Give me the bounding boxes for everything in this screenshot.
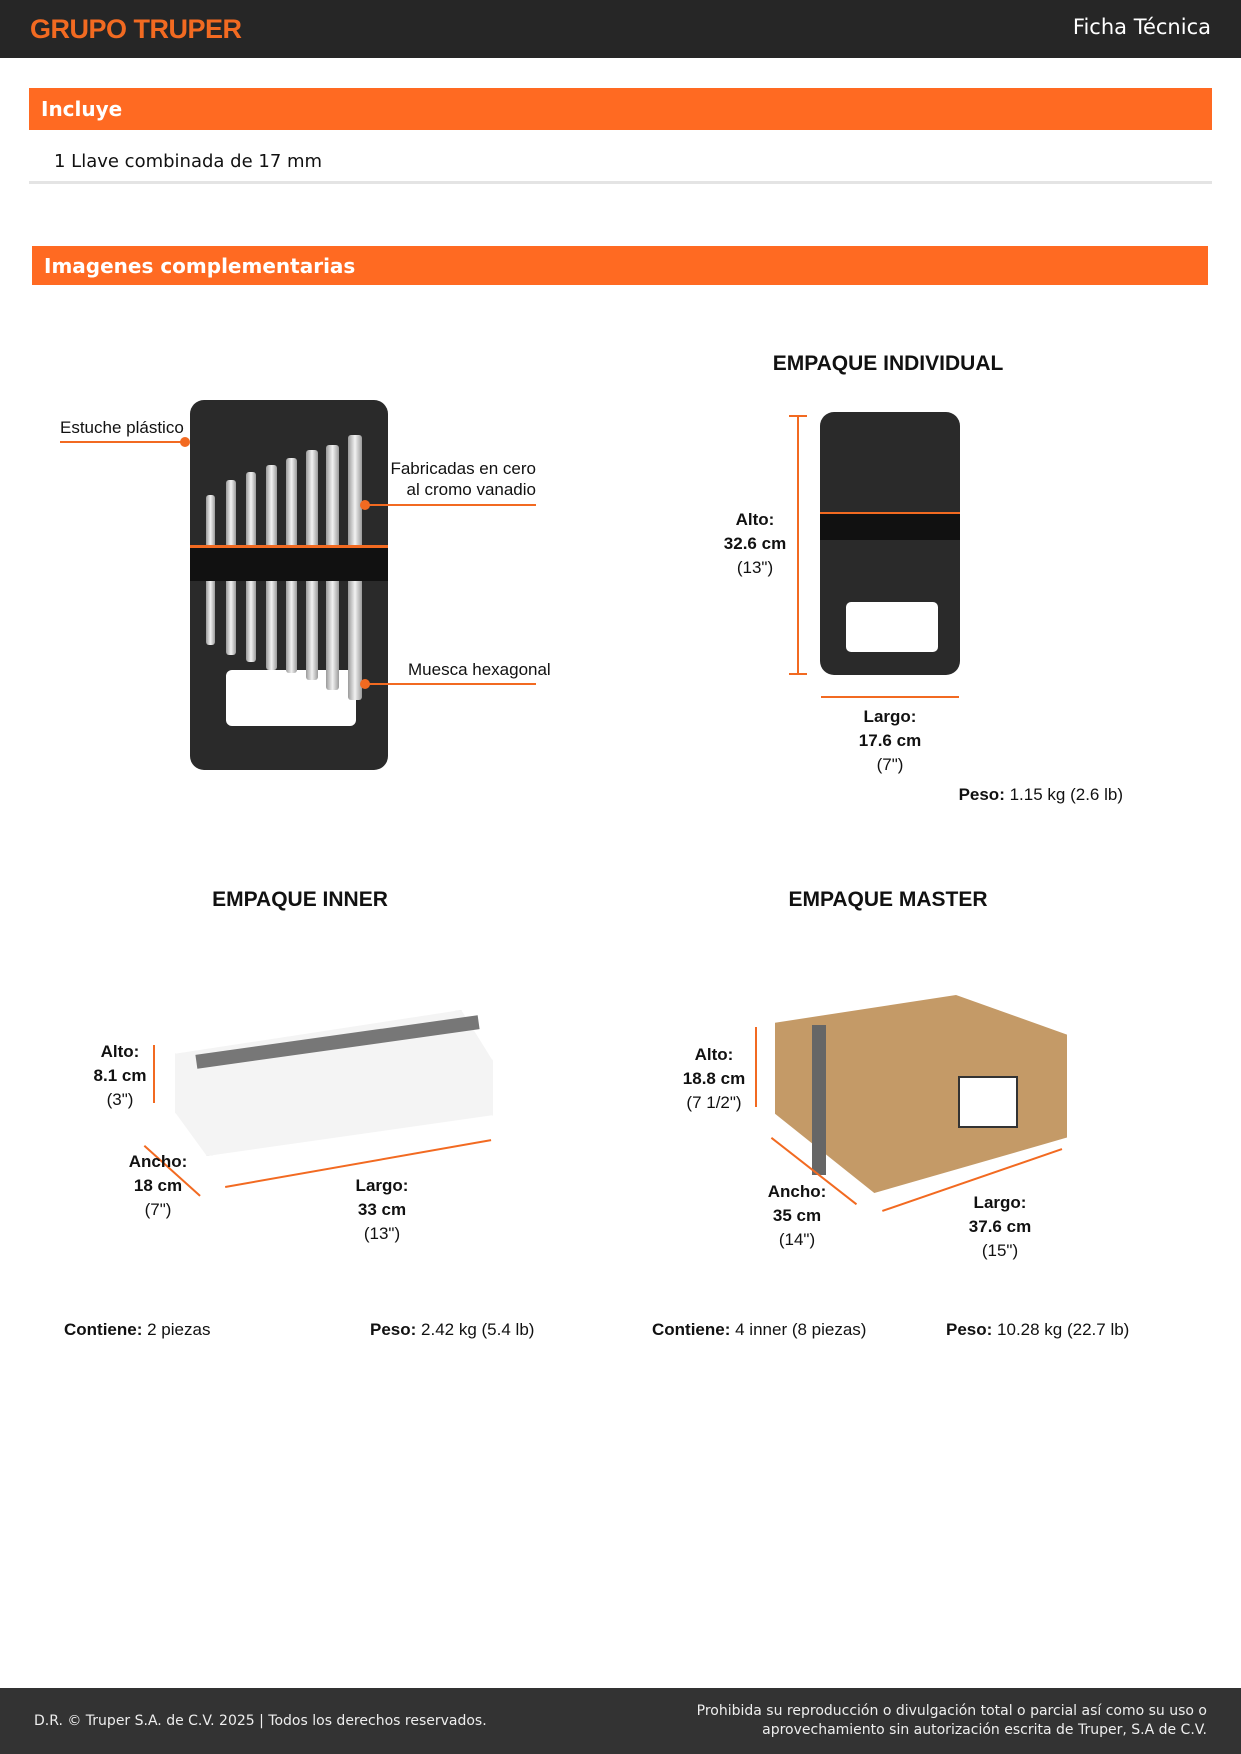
section-imagenes	[32, 246, 1208, 285]
master-alto: Alto: 18.8 cm (7 1/2")	[682, 1045, 746, 1112]
section-incluye	[29, 88, 1212, 130]
inner-peso: Peso: 2.42 kg (5.4 lb)	[370, 1320, 535, 1339]
inner-alto: Alto: 8.1 cm (3")	[93, 1042, 147, 1109]
divider	[29, 181, 1212, 184]
tick	[789, 415, 807, 417]
inner-contiene: Contiene: 2 piezas	[64, 1320, 211, 1339]
alto-dimension-line	[797, 416, 799, 674]
master-title: EMPAQUE MASTER	[788, 888, 988, 911]
callout-material-2: al cromo vanadio	[406, 480, 536, 499]
individual-largo: Largo: 17.6 cm (7")	[858, 707, 922, 774]
tick	[789, 673, 807, 675]
callout-line	[60, 441, 185, 443]
callout-hex: Muesca hexagonal	[408, 660, 551, 679]
callout-dot	[360, 679, 370, 689]
individual-title: EMPAQUE INDIVIDUAL	[772, 352, 1004, 375]
master-ancho: Ancho: 35 cm (14")	[767, 1182, 827, 1249]
master-largo: Largo: 37.6 cm (15")	[968, 1193, 1032, 1260]
individual-package-image	[820, 412, 960, 675]
disclaimer: Prohibida su reproducción o divulgación total o parcial así como su uso o aprovechamiento sin autorización escrita de Truper, S.A de C.V.	[696, 1703, 1207, 1738]
callout-line	[365, 504, 536, 506]
individual-alto: Alto: 32.6 cm (13")	[723, 510, 787, 577]
footer	[0, 1688, 1241, 1754]
wrench-set-case-image	[190, 400, 388, 770]
callout-dot	[180, 437, 190, 447]
inner-largo: Largo: 33 cm (13")	[355, 1176, 409, 1243]
logo: GRUPO TRUPER	[30, 14, 242, 44]
callout-line	[365, 683, 536, 685]
callout-dot	[360, 500, 370, 510]
largo-dimension-line	[821, 696, 959, 698]
section-title: Incluye	[41, 97, 123, 121]
individual-peso: Peso: 1.15 kg (2.6 lb)	[958, 785, 1123, 804]
included-item: 1 Llave combinada de 17 mm	[54, 151, 323, 172]
inner-ancho: Ancho: 18 cm (7")	[128, 1152, 188, 1219]
alto-dimension-line	[755, 1027, 757, 1107]
alto-dimension-line	[153, 1045, 155, 1103]
doc-title: Ficha Técnica	[1072, 15, 1211, 39]
box-label	[958, 1076, 1018, 1128]
master-peso: Peso: 10.28 kg (22.7 lb)	[946, 1320, 1130, 1339]
master-contiene: Contiene: 4 inner (8 piezas)	[652, 1320, 867, 1339]
callout-case: Estuche plástico	[60, 418, 184, 437]
header	[0, 0, 1241, 58]
copyright: D.R. © Truper S.A. de C.V. 2025 | Todos los derechos reservados.	[34, 1713, 487, 1729]
callout-material-1: Fabricadas en cero	[390, 459, 536, 478]
section-title: Imagenes complementarias	[44, 253, 356, 278]
box-tape	[812, 1025, 826, 1175]
inner-title: EMPAQUE INNER	[212, 888, 388, 911]
